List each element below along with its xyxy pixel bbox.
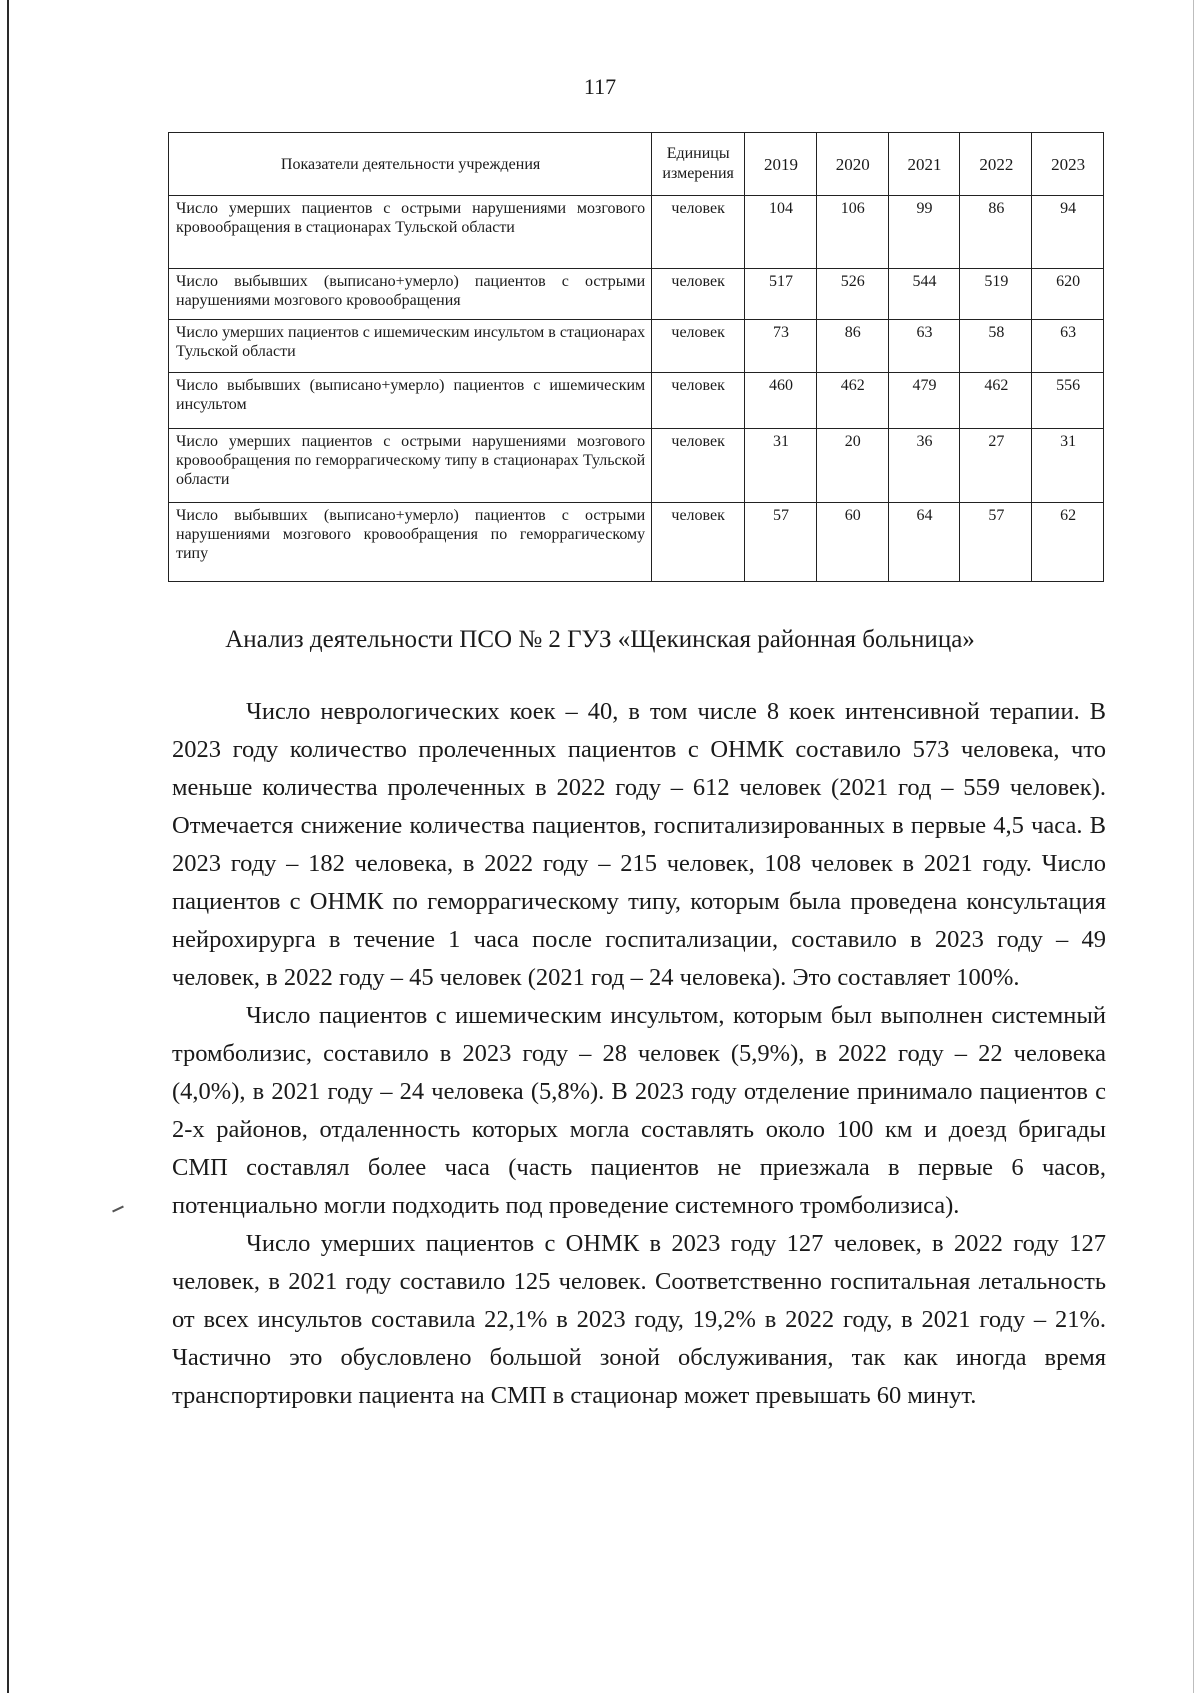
row-value: 27	[960, 429, 1032, 503]
section-title: Анализ деятельности ПСО № 2 ГУЗ «Щекинская районная больница»	[225, 626, 975, 653]
table-row	[169, 269, 1104, 320]
row-indicator: Число умерших пациентов с острыми нарушениями мозгового кровообращения в стационарах Тульской области	[169, 196, 652, 269]
row-indicator: Число выбывших (выписано+умерло) пациентов с ишемическим инсультом	[169, 373, 652, 429]
row-value: 36	[888, 429, 960, 503]
row-value: 64	[888, 503, 960, 582]
row-value: 20	[816, 429, 888, 503]
statistics-table	[168, 132, 1104, 582]
page-number: 117	[583, 74, 617, 99]
row-value: 31	[745, 429, 817, 503]
row-value: 479	[888, 373, 960, 429]
row-value: 544	[888, 269, 960, 320]
row-value: 94	[1032, 196, 1104, 269]
table-row	[169, 320, 1104, 373]
row-value: 63	[1032, 320, 1104, 373]
row-unit: человек	[652, 373, 745, 429]
row-value: 460	[745, 373, 817, 429]
row-indicator: Число умерших пациентов с острыми нарушениями мозгового кровообращения по геморрагическому типу в стационарах Тульской области	[169, 429, 652, 503]
row-unit: человек	[652, 320, 745, 373]
row-unit: человек	[652, 503, 745, 582]
header-indicator: Показатели деятельности учреждения	[169, 133, 652, 196]
table-row	[169, 196, 1104, 269]
row-value: 519	[960, 269, 1032, 320]
header-unit: Единицы измерения	[652, 133, 745, 196]
row-value: 57	[745, 503, 817, 582]
row-value: 462	[960, 373, 1032, 429]
row-value: 31	[1032, 429, 1104, 503]
row-value: 99	[888, 196, 960, 269]
paragraph: Число пациентов с ишемическим инсультом, которым был выполнен системный тромболизис, составило в 2023 году – 28 человек (5,9%), в 2022 году – 22 человека (4,0%), в 2021 году – 24 человека (5,8%). В 2023 году отделение принимало пациентов с 2-х районов, отдаленность которых могла составлять около 100 км и доезд бригады СМП составлял более часа (часть пациентов не приезжала в первые 6 часов, потенциально могли подходить под проведение системного тромболизиса).	[172, 1002, 1106, 1219]
row-value: 60	[816, 503, 888, 582]
table-row	[169, 429, 1104, 503]
row-value: 63	[888, 320, 960, 373]
header-year: 2021	[888, 133, 960, 196]
row-value: 556	[1032, 373, 1104, 429]
row-value: 86	[960, 196, 1032, 269]
row-value: 106	[816, 196, 888, 269]
table-row	[169, 503, 1104, 582]
paragraph: Число неврологических коек – 40, в том числе 8 коек интенсивной терапии. В 2023 году количество пролеченных пациентов с ОНМК составило 573 человека, что меньше количества пролеченных в 2022 году – 612 человек (2021 год – 559 человек). Отмечается снижение количества пациентов, госпитализированных в первые 4,5 часа. В 2023 году – 182 человека, в 2022 году – 215 человек, 108 человек в 2021 году. Число пациентов с ОНМК по геморрагическому типу, которым была проведена консультация нейрохирурга в течение 1 часа после госпитализации, составило в 2023 году – 49 человек, в 2022 году – 45 человек (2021 год – 24 человека). Это составляет 100%.	[172, 698, 1106, 991]
body-text	[172, 693, 1106, 1415]
row-value: 73	[745, 320, 817, 373]
row-unit: человек	[652, 269, 745, 320]
scan-edge-left	[7, 0, 9, 1693]
paragraph: Число умерших пациентов с ОНМК в 2023 году 127 человек, в 2022 году 127 человек, в 2021 году составило 125 человек. Соответственно госпитальная летальность от всех инсультов составила 22,1% в 2023 году, 19,2% в 2022 году, в 2021 году – 21%. Частично это обусловлено большой зоной обслуживания, так как иногда время транспортировки пациента на СМП в стационар может превышать 60 минут.	[172, 1230, 1106, 1409]
header-year: 2019	[745, 133, 817, 196]
header-year: 2022	[960, 133, 1032, 196]
row-value: 462	[816, 373, 888, 429]
row-indicator: Число умерших пациентов с ишемическим инсультом в стационарах Тульской области	[169, 320, 652, 373]
row-value: 526	[816, 269, 888, 320]
row-value: 104	[745, 196, 817, 269]
row-indicator: Число выбывших (выписано+умерло) пациентов с острыми нарушениями мозгового кровообращения по геморрагическому типу	[169, 503, 652, 582]
table-header-row	[169, 133, 1104, 196]
row-unit: человек	[652, 429, 745, 503]
header-year: 2023	[1032, 133, 1104, 196]
scan-edge-right	[1193, 0, 1194, 1693]
scan-mark	[112, 1206, 124, 1213]
row-value: 58	[960, 320, 1032, 373]
row-value: 620	[1032, 269, 1104, 320]
row-value: 517	[745, 269, 817, 320]
header-year: 2020	[816, 133, 888, 196]
table-row	[169, 373, 1104, 429]
row-indicator: Число выбывших (выписано+умерло) пациентов с острыми нарушениями мозгового кровообращения	[169, 269, 652, 320]
row-unit: человек	[652, 196, 745, 269]
row-value: 86	[816, 320, 888, 373]
row-value: 57	[960, 503, 1032, 582]
row-value: 62	[1032, 503, 1104, 582]
